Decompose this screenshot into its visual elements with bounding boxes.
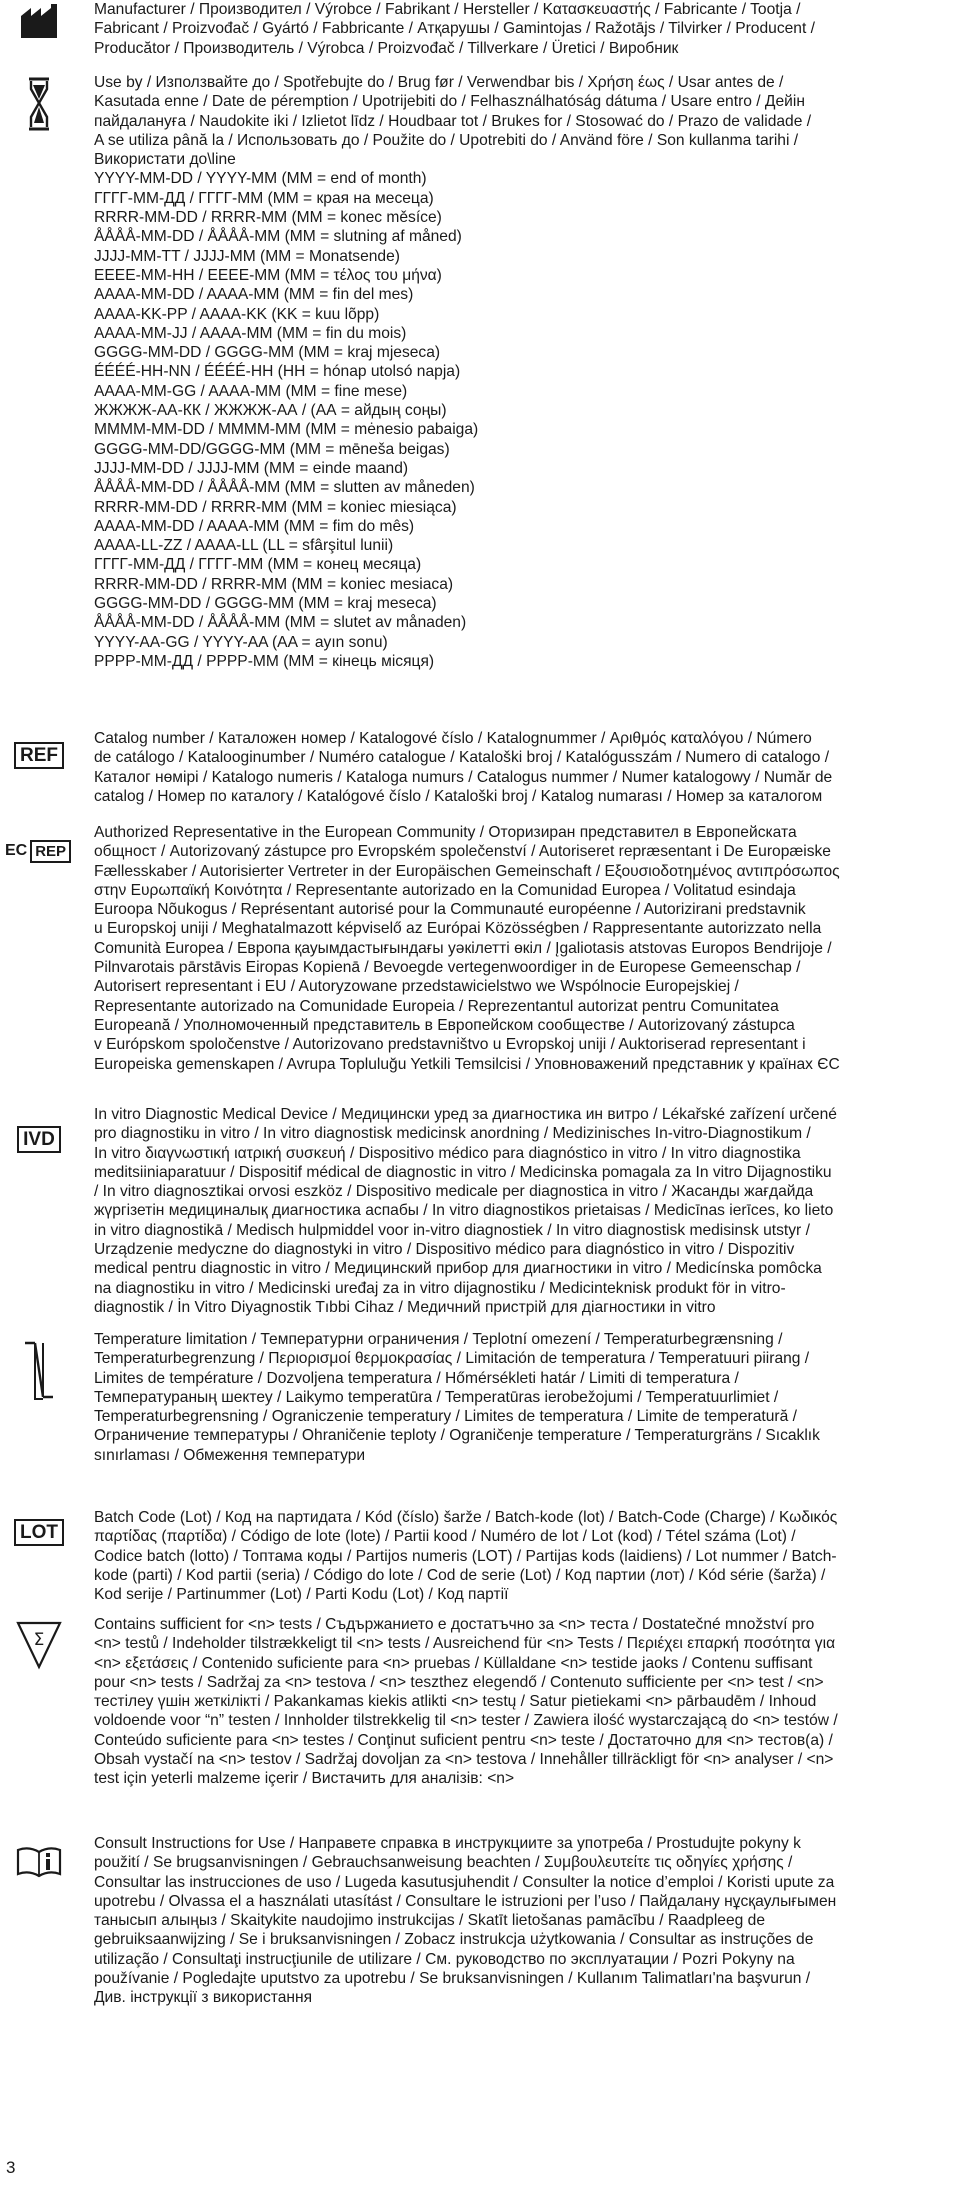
entry-text: Manufacturer / Производител / Výrobce / Fabrikant / Hersteller / Κατασκευαστής / Fabricante / Tootja / Fabricant / Proizvođač / Gyártó / Fabbricante / Атқарушы / Gamintojas / Ražotājs / Tilvirker / Producent / Producător / Производитель / Výrobca / Proizvođač / Tillverkare / Üretici / Виробник [94,1,815,57]
page-number: 3 [6,2158,16,2177]
entry-text: Contains sufficient for <n> tests / Съдържанието е достатъчно за <n> теста / Dostatečné množství pro <n> testů / Indeholder tilstrækkeligt til <n> tests / Ausreichend für <n> Tests / Περιέχει επαρκή ποσότητα για <n> εξετάσεις / Contenido suficiente para <n> pruebas / Küllaldane <n> testide jaoks / Contenu suffisant pour <n> tests / Sadržaj za <n> testova / <n> teszthez elegendő / Contenuto sufficiente per <n> test / <n> тестілеу үшін жеткілікті / Pakankamas kiekis atlikti <n> testų / Satur pietiekami <n> pārbaudēm / Inhoud voldoende voor “n” testen / Innholder tilstrekkelig til <n> tester / Zawiera ilość wystarczającą do <n> testów / Conteúdo suficiente para <n> testes / Conţinut suficient pentru <n> teste / Достаточно для <n> тестов(а) / Obsah vystačí na <n> testov / Sadržaj dovoljan za <n> testova / Innehåller tillräckligt för <n> analyser / <n> test için yeterli malzeme içerir / Вистачить для аналізів: <n> [94,1616,838,1788]
svg-text:Σ: Σ [33,1630,45,1650]
ivd-symbol: IVD [12,1123,66,1155]
entry-text: Consult Instructions for Use / Направете справка в инструкциите за употреба / Prostudujte pokyny k použití / Se brugsanvisningen / Gebrauchsanweisung beachten / Συμβουλευτείτε τις οδηγίες χρήσης / Consultar las instrucciones de uso / Lugeda kasutusjuhendit / Consulter la notice d’emploi / Koristi upute za upotrebu / Olvassa el a használati utasítást / Consultare le istruzioni per l’uso / Пайдалану нұсқаулығымен танысып алыңыз / Skaitykite naudojimo instrukcijas / Skatīt lietošanas pamācību / Raadpleeg de gebruiksaanwijzing / Se i bruksanvisningen / Zobacz instrukcja użytkowania / Consultar as instruções de utilização / Consultaţi instrucţiunile de utilizare / См. руководство по эксплуатации / Pozri Pokyny na používanie / Pogledajte uputstvo za upotrebu / Se bruksanvisningen / Kullanım Talimatları'na başvurun / Див. інструкції з використання [94,1835,837,2007]
entry-text: Authorized Representative in the European Community / Оторизиран представител в Европейската общност / Autorizovaný zástupce pro Evropském společenství / Autoriseret repræsentant i De Europæiske Fællesskaber / Autorisierter Vertreter in der Europäischen Gemeinschaft / Εξουσιοδοτημένος αντιπρόσωπος στην Ευρωπαϊκή Κοινότητα / Representante autorizado en la Comunidad Europea / Volitatud esindaja Euroopa Nõukogus / Représentant autorisé pour la Communauté européenne / Autorizirani predstavnik u Europskoj uniji / Meghatalmazott képviselő az Európai Közösségben / Rappresentante autorizzato nella Comunità Europea / Европа қауымдастығындағы уәкілетті өкіл / Įgaliotasis atstovas Europos Bendrijoje / Pilnvarotais pārstāvis Eiropas Kopienā / Bevoegde vertegenwoordiger in de Europese Gemeenschap / Autorisert representant i EU / Autoryzowane przedstawicielstwo we Wspólnocie Europejskiej / Representante autorizado na Comunidade Europeia / Reprezentantul autorizat pentru Comunitatea Europeană / Уполномоченный представитель в Европейском сообществе / Autorizovaný zástupca v Európskom spoločenstve / Autorizovano predstavništvo u Evropskoj uniji / Auktoriserad representant i Europeiska gemenskapen / Avrupa Topluluğu Yetkili Temsilcisi / Уповноважений представник у країнах ЄС [94,824,840,1073]
sigma-icon [12,1615,66,1675]
thermometer-icon [12,1334,66,1408]
ref-symbol: REF [12,739,66,771]
hourglass-icon [12,75,66,133]
lot-symbol: LOT [12,1516,66,1548]
entry-text: Batch Code (Lot) / Код на партидата / Kód (číslo) šarže / Batch-kode (lot) / Batch-Code (Charge) / Κωδικός παρτίδας (παρτίδα) / Código de lote (lote) / Partii kood / Numéro de lot / Lot (kod) / Tétel száma (Lot) / Codice batch (lotto) / Топтама коды / Partijos numeris (LOT) / Partijas kods (laidiens) / Lot nummer / Batch- kode (parti) / Kod partii (seria) / Código do lote / Cod de serie (Lot) / Код партии (лот) / Kód série (šarža) / Kod serije / Partinummer (Lot) / Parti Kodu (Lot) / Код партії [94,1509,838,1604]
entry-text: Temperature limitation / Температурни ограничения / Teplotní omezení / Temperaturbegrænsning / Temperaturbegrenzung / Περιορισμοί θερμοκρασίας / Limitación de temperatura / Temperatuuri piirang / Limites de température / Dozvoljena temperatura / Hőmérsékleti határ / Limiti di temperatura / Температураның шектеу / Laikymo temperatūra / Temperatūras ierobežojumi / Temperatuurlimiet / Temperaturbegrensning / Ograniczenie temperatury / Limites de temperatura / Limite de temperatură / Ограничение температуры / Ohraničenie teploty / Ograničenje temperature / Temperaturgräns / Sıcaklık sınırlaması / Обмеження температури [94,1331,820,1464]
book-info-icon [12,1844,66,1880]
entry-text: In vitro Diagnostic Medical Device / Медицински уред за диагностика ин витро / Lékařské zařízení určené pro diagnostiku in vitro / In vitro diagnostisk medicinsk anordning / Medizinisches In-vitro-Diagnostikum / In vitro διαγνωστική ιατρική συσκευή / Dispositivo médico para diagnóstico in vitro / In vitro diagnostika meditsiiniaparatuur / Dispositif médical de diagnostic in vitro / Medicinska pomagala za In vitro Dijagnostiku / In vitro diagnosztikai orvosi eszköz / Dispositivo medicale per diagnostica in vitro / Жасанды жағдайда жүргізетін медициналық диагностика аспабы / In vitro diagnostikos prietaisas / Medicīnas ierīces, ko lieto in vitro diagnostikā / Medisch hulpmiddel voor in-vitro diagnostiek / In vitro diagnostisk medisinsk utstyr / Urządzenie medyczne do diagnostyki in vitro / Dispositivo médico para diagnóstico in vitro / Dispozitiv medical pentru diagnostic in vitro / Медицинский прибор для диагностики in vitro / Medicínska pomôcka na diagnostiku in vitro / Medicinski uređaj za in vitro dijagnostiku / Medicinteknisk produkt för in vitro- diagnostik / İn Vitro Diyagnostik Tıbbi Cihaz / Медичний пристрій для діагностики in vitro [94,1106,837,1316]
entry-text: Catalog number / Каталожен номер / Katalogové číslo / Katalognummer / Αριθμός καταλόγου / Número de catálogo / Katalooginumber / Numéro catalogue / Kataloški broj / Katalógusszám / Numero di catalogo / Каталог нөмірі / Katalogo numeris / Kataloga numurs / Catalogus nummer / Numer katalogowy / Număr de catalog / Номер по каталогу / Katalógové číslo / Kataloški broj / Katalog numarası / Номер за каталогом [94,730,833,805]
entry-text: Use by / Използвайте до / Spotřebujte do / Brug før / Verwendbar bis / Χρήση έως / Usar antes de / Kasutada enne / Date de péremption / Upotrijebiti do / Felhasználhatóság dátuma / Usare entro / Дейін пайдалануға / Naudokite iki / Izlietot līdz / Houdbaar tot / Brukes for / Stosować do / Prazo de validade / A se utiliza până la / Использовать до / Použite do / Upotrebiti do / Använd före / Son kullanma tarihi / Використати до\line YYYY-MM-DD / YYYY-MM (MM = end of month) ГГГГ-ММ-ДД / ГГГГ-ММ (ММ = края на месеца) RRRR-MM-DD / RRRR-MM (MM = konec měsíce) ÅÅÅÅ-MM-DD / ÅÅÅÅ-MM (MM = slutning af måned) JJJJ-MM-TT / JJJJ-MM (MM = Monatsende) ΕΕΕΕ-ΜΜ-ΗΗ / ΕΕΕΕ-ΜΜ (ΜΜ = τέλος του μήνα) AAAA-MM-DD / AAAA-MM (MM = fin del mes) AAAA-KK-PP / AAAA-KK (KK = kuu lõpp) AAAA-MM-JJ / AAAA-MM (MM = fin du mois) GGGG-MM-DD / GGGG-MM (MM = kraj mjeseca) ÉÉÉÉ-HH-NN / ÉÉÉÉ-HH (HH = hónap utolsó napja) AAAA-MM-GG / AAAA-MM (MM = fine mese) ЖЖЖЖ-АА-КК / ЖЖЖЖ-АА / (АА = айдың соңы) MMMM-MM-DD / MMMM-MM (MM = mėnesio pabaiga) GGGG-MM-DD/GGGG-MM (MM = mēneša beigas) JJJJ-MM-DD / JJJJ-MM (MM = einde maand) ÅÅÅÅ-MM-DD / ÅÅÅÅ-MM (MM = slutten av måneden) RRRR-MM-DD / RRRR-MM (MM = koniec miesiąca) AAAA-MM-DD / AAAA-MM (MM = fim do mês) AAAA-LL-ZZ / AAAA-LL (LL = sfârşitul lunii) ГГГГ-ММ-ДД / ГГГГ-ММ (ММ = конец месяца) RRRR-MM-DD / RRRR-MM (MM = koniec mesiaca) GGGG-MM-DD / GGGG-MM (MM = kraj meseca) ÅÅÅÅ-MM-DD / ÅÅÅÅ-MM (MM = slutet av månaden) YYYY-AA-GG / YYYY-AA (AA = ayın sonu) РРРР-ММ-ДД / РРРР-ММ (ММ = кінець місяця) [94,74,812,670]
manufacturer-icon [12,2,66,42]
ec-rep-symbol: EC REP [4,835,72,867]
